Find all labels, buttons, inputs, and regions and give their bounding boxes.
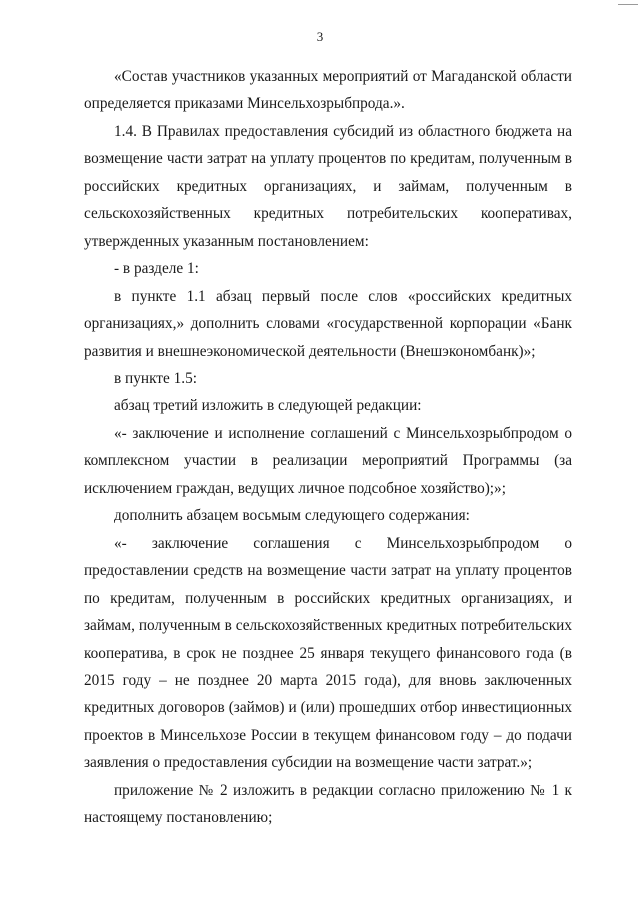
paragraph-quote-subsidy: «- заключение соглашения с Минсельхозрыбпродом о предоставлении средств на возмещение части затрат на уплату процентов по кредитам, полученным в российских кредитных организациях, и займам, полученным в сельскохозяйственных кредитных потребительских кооператива, в срок не позднее 25 января текущего финансового года (в 2015 году – не позднее 20 марта 2015 года), для вновь заключенных кредитных договоров (займов) и (или) прошедших отбор инвестиционных проектов в Минсельхозе России в текущем финансовом году – до подачи заявления о предоставления субсидии на возмещение части затрат.»; [84, 534, 572, 772]
paragraph-section-1: - в разделе 1: [114, 260, 199, 278]
paragraph-composition-note: «Состав участников указанных мероприятий от Магаданской области определяется приказами Минсельхозрыбпрода.». [84, 68, 572, 113]
paragraph-quote-agreement: «- заключение и исполнение соглашений с Минсельхозрыбпродом о комплексном участии в реализации мероприятий Программы (за исключением граждан, ведущих личное подсобное хозяйство);»; [84, 424, 572, 497]
paragraph-add-eighth: дополнить абзацем восьмым следующего содержания: [114, 507, 470, 525]
paragraph-point-1-1: в пункте 1.1 абзац первый после слов «российских кредитных организациях,» дополнить словами «государственной корпорации «Банк развития и внешнеэкономической деятельности (Внешэкономбанк)»; [84, 287, 572, 360]
document-body [84, 63, 572, 832]
page-number: 3 [316, 29, 324, 44]
paragraph-point-1-5: в пункте 1.5: [114, 369, 197, 387]
paragraph-third-abzac: абзац третий изложить в следующей редакции: [114, 397, 422, 415]
scan-edge-mark [618, 4, 638, 5]
paragraph-appendix-2: приложение № 2 изложить в редакции согласно приложению № 1 к настоящему постановлению; [84, 781, 572, 827]
paragraph-item-1-4: 1.4. В Правилах предоставления субсидий из областного бюджета на возмещение части затрат на уплату процентов по кредитам, полученным в российских кредитных организациях, и займам, полученным в сельскохозяйственных кредитных потребительских кооперативах, утвержденных указанным постановлением: [84, 122, 572, 250]
